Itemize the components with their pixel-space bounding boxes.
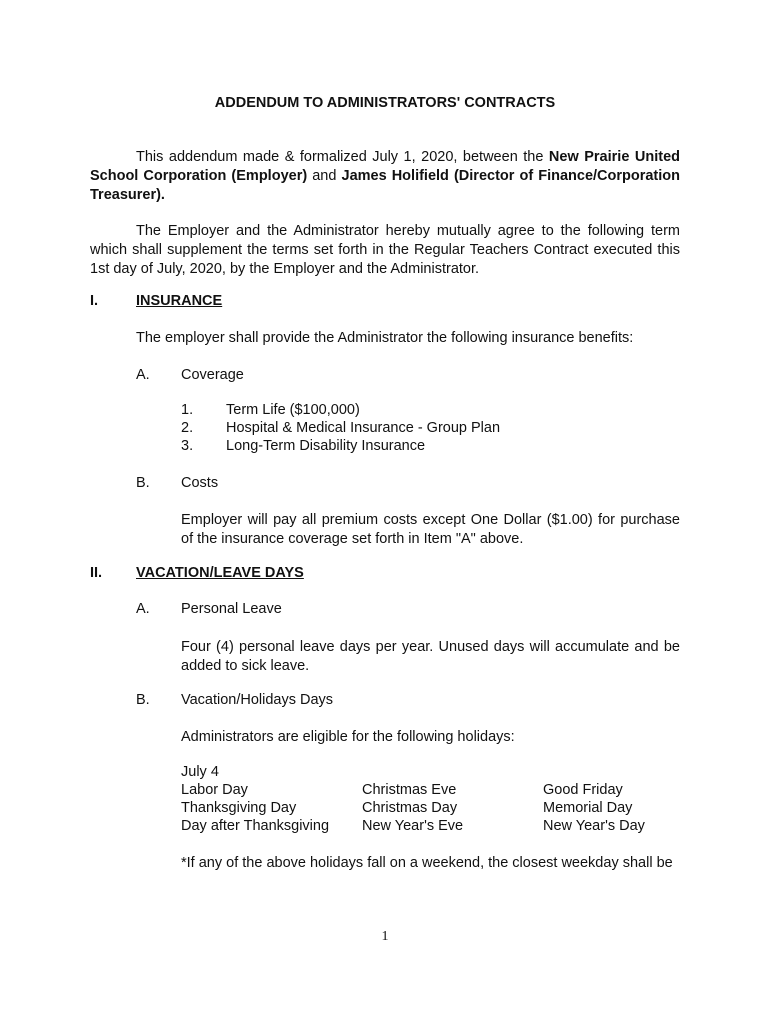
intro-text-a: This addendum made & formalized July 1, 2020, between the: [136, 149, 549, 165]
holidays-label: Vacation/Holidays Days: [181, 692, 334, 708]
coverage-item-num: 2.: [181, 420, 194, 436]
administrator-name: James Holifield (Director of Finance/Corporation Treasurer).: [90, 168, 681, 203]
holiday-item: Thanksgiving Day: [181, 800, 297, 816]
insurance-b-letter: B.: [136, 475, 150, 491]
document-title: ADDENDUM TO ADMINISTRATORS' CONTRACTS: [214, 95, 556, 111]
section-2-heading: VACATION/LEAVE DAYS: [136, 565, 304, 581]
page-number: 1: [381, 929, 389, 944]
holiday-item: Day after Thanksgiving: [181, 818, 330, 834]
holiday-item: Christmas Day: [362, 800, 458, 816]
coverage-item: Term Life ($100,000): [226, 402, 360, 418]
coverage-label: Coverage: [181, 367, 244, 383]
intro-text-2: The Employer and the Administrator hereby mutually agree to the following term which shall supplement the terms set forth in the Regular Teachers Contract executed this 1st day of July, 2020, by the Employer and the Administrator.: [90, 223, 680, 277]
leave-a-letter: A.: [136, 601, 150, 617]
coverage-item-num: 1.: [181, 402, 194, 418]
holiday-item: July 4: [181, 764, 219, 780]
personal-leave-label: Personal Leave: [181, 601, 282, 617]
holidays-lead: Administrators are eligible for the following holidays:: [181, 729, 515, 745]
insurance-lead: The employer shall provide the Administrator the following insurance benefits:: [136, 330, 634, 346]
holiday-item: New Year's Day: [543, 818, 645, 834]
section-1-heading: INSURANCE: [136, 293, 223, 309]
intro-paragraph-2: [90, 222, 680, 279]
coverage-item-num: 3.: [181, 438, 194, 454]
personal-leave-text: Four (4) personal leave days per year. Unused days will accumulate and be added to sick leave.: [181, 639, 680, 674]
weekend-note: *If any of the above holidays fall on a weekend, the closest weekday shall be: [181, 855, 673, 871]
employer-name: New Prairie United School Corporation (Employer): [90, 149, 680, 184]
holiday-item: Christmas Eve: [362, 782, 457, 798]
intro-text-and: and: [307, 168, 342, 184]
insurance-a-letter: A.: [136, 367, 150, 383]
holiday-item: New Year's Eve: [362, 818, 464, 834]
holiday-item: Labor Day: [181, 782, 248, 798]
leave-b-letter: B.: [136, 692, 150, 708]
holiday-item: Good Friday: [543, 782, 623, 798]
costs-text: Employer will pay all premium costs except One Dollar ($1.00) for purchase of the insurance coverage set forth in Item "A" above.: [181, 512, 680, 547]
holiday-item: Memorial Day: [543, 800, 633, 816]
costs-label: Costs: [181, 475, 219, 491]
section-1-number: I.: [90, 293, 99, 309]
section-2-number: II.: [90, 565, 103, 581]
coverage-item: Long-Term Disability Insurance: [226, 438, 426, 454]
coverage-item: Hospital & Medical Insurance - Group Plan: [226, 420, 501, 436]
intro-paragraph-1: [90, 148, 680, 205]
